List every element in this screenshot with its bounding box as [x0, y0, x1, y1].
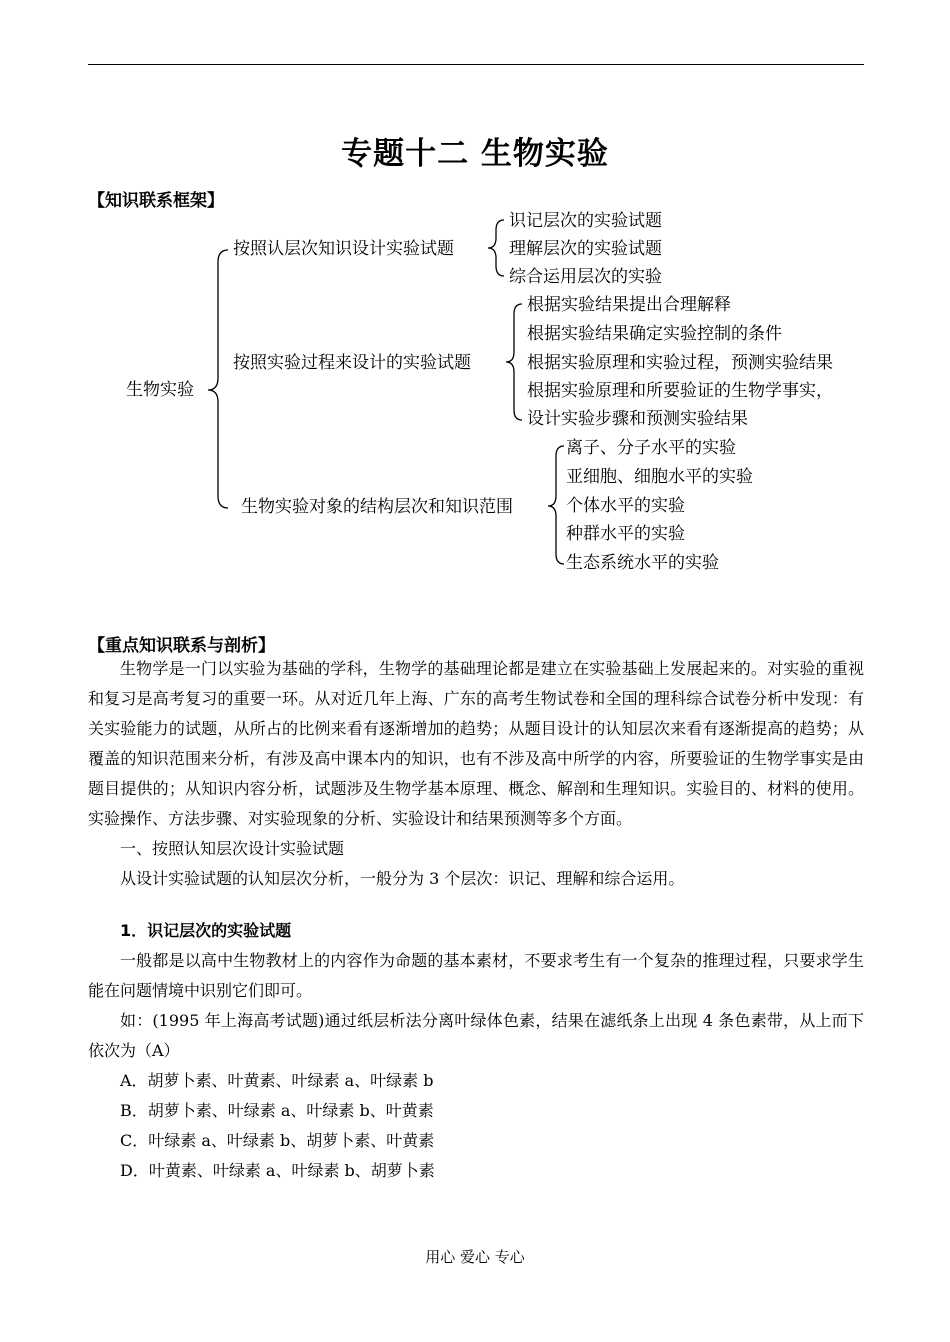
levels-paragraph: 从设计实验试题的认知层次分析，一般分为 3 个层次：识记、理解和综合运用。: [120, 869, 685, 888]
analysis-body: [88, 654, 864, 1186]
framework-item: 理解层次的实验试题: [509, 239, 662, 259]
framework-item: 根据实验结果提出合理解释: [527, 295, 731, 315]
page-footer: 用心 爱心 专心: [425, 1248, 525, 1266]
framework-item: 识记层次的实验试题: [509, 211, 662, 231]
answer-option: A．胡萝卜素、叶黄素、叶绿素 a、叶绿素 b: [120, 1071, 434, 1090]
subsection-paragraph: 一般都是以高中生物教材上的内容作为命题的基本素材，不要求考生有一个复杂的推理过程，只要求学生能在问题情境中识别它们即可。: [88, 951, 864, 1000]
point-one-heading: 一、按照认知层次设计实验试题: [120, 839, 345, 858]
header-rule: [88, 64, 864, 65]
framework-branch-label: 按照实验过程来设计的实验试题: [233, 353, 471, 373]
subsection-heading: 1．识记层次的实验试题: [120, 921, 292, 940]
example-question: 如：(1995 年上海高考试题)通过纸层析法分离叶绿体色素，结果在滤纸条上出现 4 条色素带，从上而下依次为（A）: [88, 1011, 864, 1060]
framework-branch-label: 生物实验对象的结构层次和知识范围: [241, 497, 513, 517]
framework-item: 种群水平的实验: [566, 524, 685, 544]
answer-option: D．叶黄素、叶绿素 a、叶绿素 b、胡萝卜素: [120, 1161, 435, 1180]
analysis-heading: 【重点知识联系与剖析】: [88, 636, 275, 656]
intro-paragraph: 生物学是一门以实验为基础的学科，生物学的基础理论都是建立在实验基础上发展起来的。对实验的重视和复习是高考复习的重要一环。从对近几年上海、广东的高考生物试卷和全国的理科综合试卷分析中发现：有关实验能力的试题，从所占的比例来看有逐渐增加的趋势；从题目设计的认知层次来看有逐渐提高的趋势；从覆盖的知识范围来分析，有涉及高中课本内的知识，也有不涉及高中所学的内容，所要验证的生物学事实是由题目提供的；从知识内容分析，试题涉及生物学基本原理、概念、解剖和生理知识。实验目的、材料的使用。实验操作、方法步骤、对实验现象的分析、实验设计和结果预测等多个方面。: [88, 659, 864, 828]
answer-option: B．胡萝卜素、叶绿素 a、叶绿素 b、叶黄素: [120, 1101, 434, 1120]
framework-item: 根据实验原理和所要验证的生物学事实，: [527, 381, 833, 401]
framework-item: 综合运用层次的实验: [509, 267, 662, 287]
framework-branch-label: 按照认层次知识设计实验试题: [233, 239, 454, 259]
framework-root: 生物实验: [126, 380, 194, 400]
framework-item: 根据实验结果确定实验控制的条件: [527, 324, 782, 344]
framework-item: 根据实验原理和实验过程，预测实验结果: [527, 353, 833, 373]
framework-item: 设计实验步骤和预测实验结果: [527, 409, 748, 429]
answer-option: C．叶绿素 a、叶绿素 b、胡萝卜素、叶黄素: [120, 1131, 435, 1150]
framework-item: 亚细胞、细胞水平的实验: [566, 467, 753, 487]
framework-heading: 【知识联系框架】: [88, 191, 224, 211]
framework-item: 生态系统水平的实验: [566, 553, 719, 573]
framework-item: 个体水平的实验: [566, 496, 685, 516]
page-title: 专题十二 生物实验: [341, 136, 609, 172]
framework-item: 离子、分子水平的实验: [566, 438, 736, 458]
knowledge-framework-diagram: [0, 200, 950, 590]
